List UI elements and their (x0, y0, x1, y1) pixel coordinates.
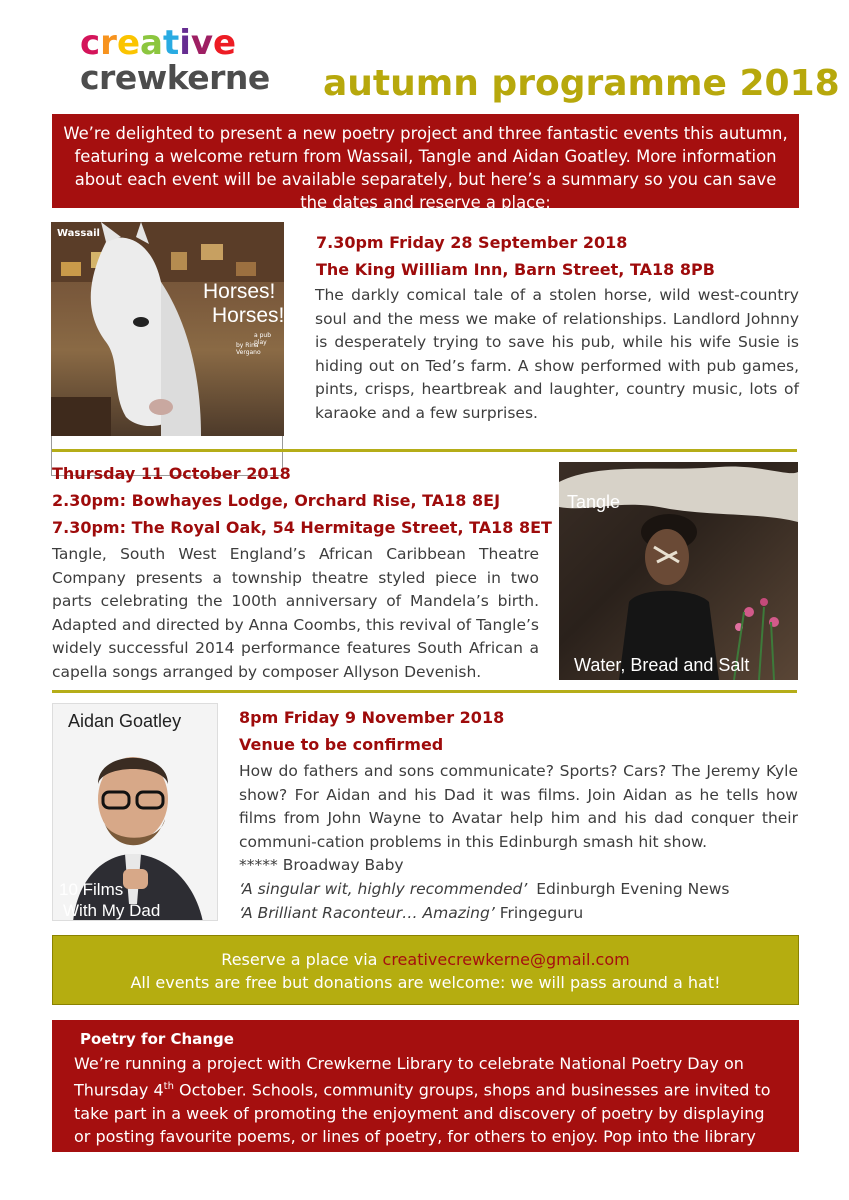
event3-image-bottom-line2: With My Dad (63, 901, 161, 920)
event3-venue: Venue to be confirmed (239, 735, 444, 754)
poetry-text (74, 1052, 771, 1173)
reserve-prefix: Reserve a place via (221, 950, 378, 969)
event3-review1 (239, 854, 404, 878)
review3-source: Fringeguru (499, 904, 584, 922)
reserve-email-link[interactable]: creativecrewkerne@gmail.com (382, 950, 630, 969)
event2-image-bottom-label: Water, Bread and Salt (574, 655, 750, 675)
reserve-line1 (53, 948, 798, 971)
review3-quote: ‘A Brilliant Raconteur… Amazing’ (239, 904, 495, 922)
review2-source: Edinburgh Evening News (536, 880, 730, 898)
event2-date: Thursday 11 October 2018 (52, 464, 291, 483)
event2-image-top-label: Tangle (567, 492, 621, 512)
logo-crewkerne: crewkerne (80, 58, 270, 97)
event3-review2 (239, 878, 730, 902)
event2-description: Tangle, South West England’s African Caribbean Theatre Company presents a township theatre styled piece in two parts celebrating the 100th anniversary of Mandela’s birth. Adapted and directed by Anna Coombs, this revival of Tangle’s widely successful 2014 performance features South African a capella songs arranged by composer Allyson Devenish. (52, 545, 539, 681)
event2-session2: 7.30pm: The Royal Oak, 54 Hermitage Street, TA18 8ET (52, 518, 552, 537)
divider-2 (52, 690, 797, 693)
poetry-text-a: We’re running a project with Crewkerne Library to celebrate National Poetry Day on Thursday 4 (74, 1053, 744, 1100)
event1-description: The darkly comical tale of a stolen horse, wild west-country soul and the mess we make of relationships. Landlord Johnny is desperately trying to save his pub, while his wife Susie is hiding out on Ted’s farm. A show performed with pub games, pints, crisps, heartbreak and laughter, country music, lots of karaoke and a few surprises. (315, 286, 799, 422)
horse-illustration (51, 222, 284, 436)
divider-1 (52, 449, 797, 452)
review2-quote: ‘A singular wit, highly recommended’ (239, 880, 528, 898)
review1-source: Broadway Baby (282, 856, 404, 874)
page-title: autumn programme 2018 (323, 63, 840, 104)
event1-image (51, 222, 284, 436)
event3-image (52, 703, 218, 921)
event1-image-title1: Horses! (203, 280, 276, 303)
reserve-box (52, 935, 799, 1005)
intro-box: We’re delighted to present a new poetry project and three fantastic events this autumn, featuring a welcome return from Wassail, Tangle and Aidan Goatley. More information about each event will be available separately, but here’s a summary so you can save the dates and reserve a place: (52, 114, 799, 208)
event1-image-subtitle: a pub play (254, 332, 272, 346)
event1-image-brand: Wassail (57, 228, 100, 239)
event3-image-top-label: Aidan Goatley (68, 711, 182, 731)
event1-time: 7.30pm Friday 28 September 2018 (316, 233, 628, 252)
event3-time: 8pm Friday 9 November 2018 (239, 708, 505, 727)
poetry-box (52, 1020, 799, 1170)
poetry-text-b: October. Schools, community groups, shops and businesses are invited to take part in a week of promoting the enjoyment and discovery of poetry by displaying or posting favourite poems, or lines of poetry, for others to enjoy. Pop into the library or email us for more info. (74, 1080, 771, 1170)
event2-session1: 2.30pm: Bowhayes Lodge, Orchard Rise, TA18 8EJ (52, 491, 501, 510)
event1-image-title2: Horses! (212, 304, 284, 327)
event3-image-bottom-line1: 10 Films (59, 880, 124, 899)
reserve-line2: All events are free but donations are welcome: we will pass around a hat! (130, 973, 721, 992)
event1-image-author: by Rina Vergano (236, 342, 261, 356)
review1-stars: ***** (239, 856, 278, 874)
poetry-heading: Poetry for Change (80, 1030, 234, 1048)
event1-venue: The King William Inn, Barn Street, TA18 8PB (316, 260, 715, 279)
logo-creative: creative (80, 23, 237, 63)
event2-image (559, 462, 798, 680)
event3-description: How do fathers and sons communicate? Sports? Cars? The Jeremy Kyle show? For Aidan and his Dad it was films. Join Aidan as he tells how films from John Wayne to Avatar help him and his dad conquer their communi-cation problems in this Edinburgh smash hit show. (239, 762, 798, 851)
poetry-text-sup: th (163, 1081, 174, 1092)
event3-review3 (239, 902, 583, 926)
